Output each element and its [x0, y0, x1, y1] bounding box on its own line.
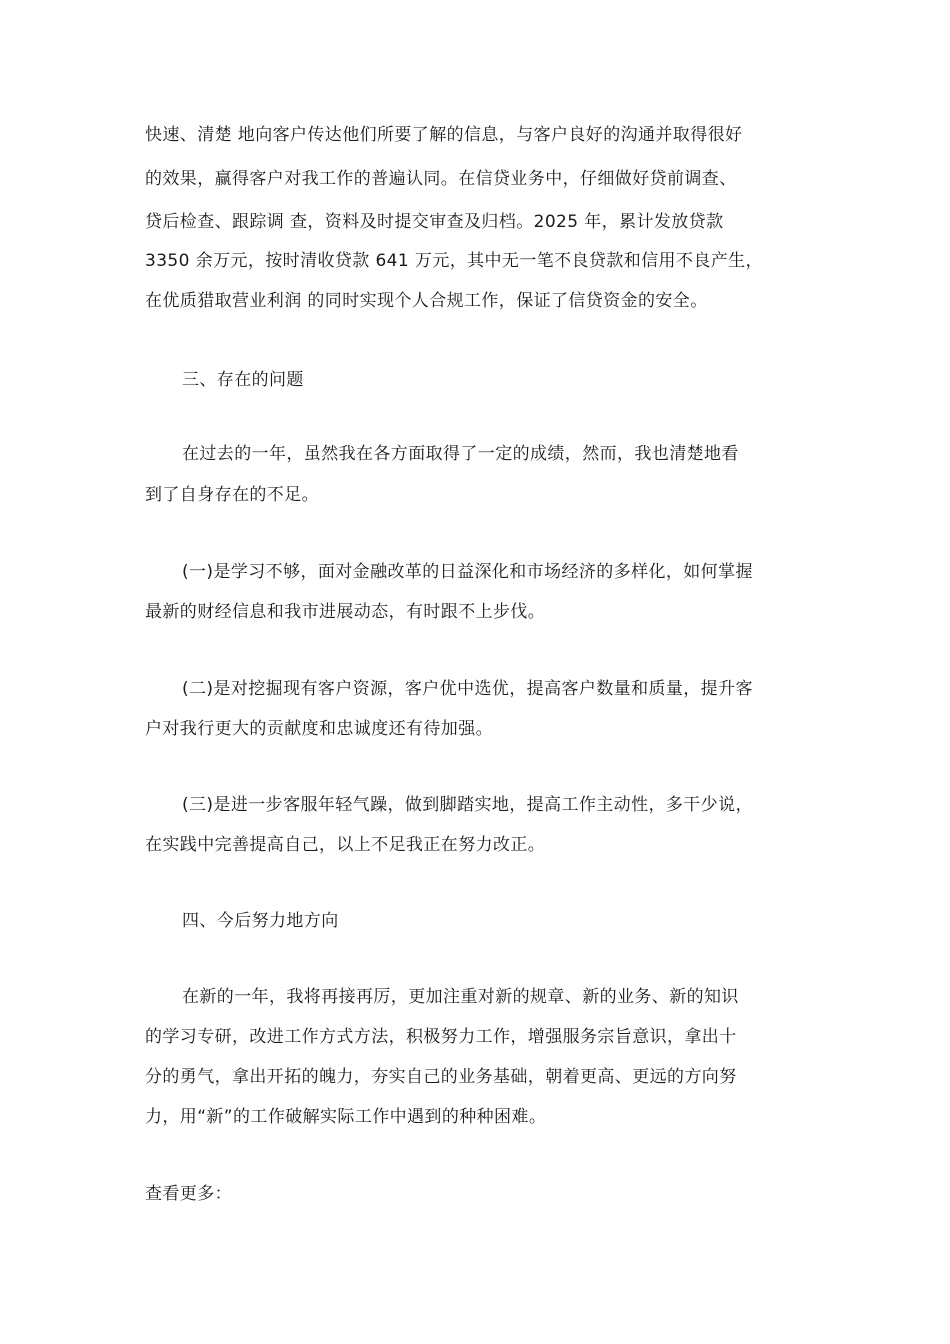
para-future-line: 在新的一年，我将再接再厉，更加注重对新的规章、新的业务、新的知识 — [182, 987, 739, 1007]
para-item2-line: 户对我行更大的贡献度和忠诚度还有待加强。 — [145, 719, 493, 739]
para-future-line: 力，用“新”的工作破解实际工作中遇到的种种困难。 — [145, 1107, 547, 1127]
para-intro-line: 贷后检查、跟踪调 查，资料及时提交审查及归档。2025 年，累计发放贷款 — [145, 212, 724, 232]
para-intro-line: 3350 余万元，按时清收贷款 641 万元，其中无一笔不良贷款和信用不良产生， — [145, 251, 763, 271]
para-intro-line: 快速、清楚 地向客户传达他们所要了解的信息，与客户良好的沟通并取得很好 — [145, 125, 743, 145]
section-heading-direction: 四、今后努力地方向 — [182, 911, 339, 931]
para-intro-line: 的效果，赢得客户对我工作的普遍认同。在信贷业务中，仔细做好贷前调查、 — [145, 169, 737, 189]
view-more-link[interactable]: 查看更多： — [145, 1184, 232, 1204]
para-item1-line: (一)是学习不够，面对金融改革的日益深化和市场经济的多样化，如何掌握 — [182, 562, 753, 582]
para-item1-line: 最新的财经信息和我市进展动态，有时跟不上步伐。 — [145, 602, 546, 622]
para-item3-line: 在实践中完善提高自己，以上不足我正在努力改正。 — [145, 835, 546, 855]
para-future-line: 分的勇气，拿出开拓的魄力，夯实自己的业务基础，朝着更高、更远的方向努 — [145, 1067, 737, 1087]
para-problems-line: 在过去的一年，虽然我在各方面取得了一定的成绩，然而，我也清楚地看 — [182, 444, 739, 464]
para-item2-line: (二)是对挖掘现有客户资源，客户优中选优，提高客户数量和质量，提升客 — [182, 679, 753, 699]
para-intro-line: 在优质猎取营业利润 的同时实现个人合规工作，保证了信贷资金的安全。 — [145, 291, 708, 311]
para-future-line: 的学习专研，改进工作方式方法，积极努力工作，增强服务宗旨意识，拿出十 — [145, 1027, 737, 1047]
para-item3-line: (三)是进一步客服年轻气躁，做到脚踏实地，提高工作主动性，多干少说， — [182, 795, 753, 815]
para-problems-line: 到了自身存在的不足。 — [145, 485, 319, 505]
section-heading-problems: 三、存在的问题 — [182, 370, 304, 390]
